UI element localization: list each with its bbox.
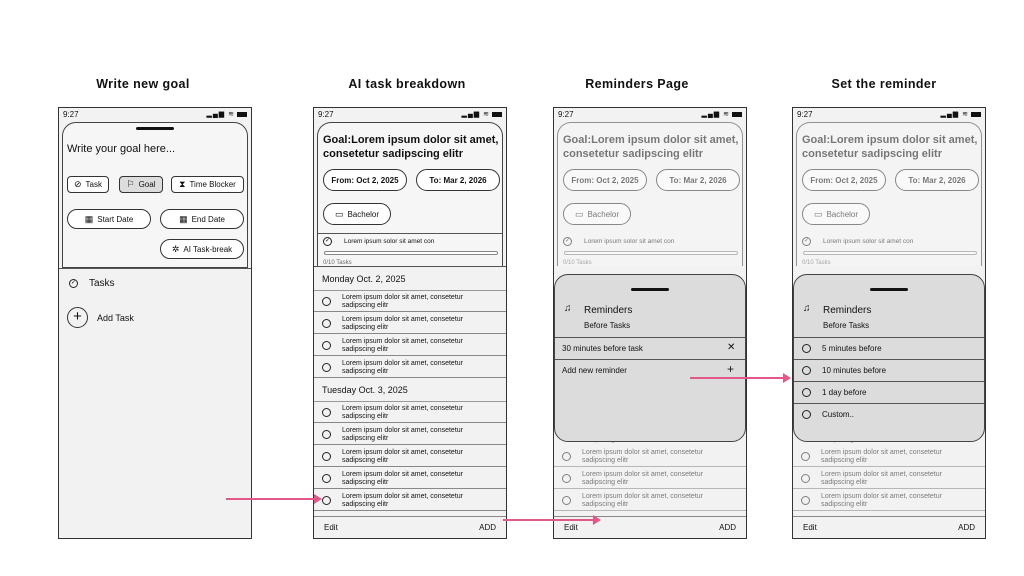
reminder-option-label: Custom.. — [822, 410, 855, 419]
goal-title: Goal:Lorem ipsum dolor sit amet, consetetur sadipscing elitr — [563, 134, 739, 160]
goal-sheet — [62, 122, 248, 268]
goal-sheet — [557, 122, 743, 266]
task-row[interactable] — [314, 468, 506, 489]
to-date-pill[interactable] — [656, 169, 740, 191]
from-date-label: From: Oct 2, 2025 — [571, 175, 639, 185]
from-date-label: From: Oct 2, 2025 — [810, 175, 878, 185]
from-date-pill[interactable] — [563, 169, 647, 191]
tag-label: Bachelor — [587, 209, 620, 219]
radio-icon[interactable] — [322, 319, 331, 328]
task-row[interactable] — [314, 335, 506, 356]
check-circle-icon: ✓ — [803, 238, 810, 244]
battery-icon — [971, 112, 981, 117]
status-icons: ▂▄▆ ≋ — [701, 110, 742, 118]
goal-input[interactable]: Write your goal here... — [67, 143, 176, 155]
modal-handle[interactable] — [631, 288, 669, 291]
reminder-option-label: 10 minutes before — [822, 366, 887, 375]
reminder-option[interactable] — [794, 381, 984, 403]
flow-arrow-icon — [226, 498, 316, 500]
task-row[interactable] — [793, 468, 985, 489]
to-date-label: To: Mar 2, 2026 — [669, 175, 727, 185]
to-date-pill[interactable] — [416, 169, 500, 191]
status-icons: ▂▄▆ ≋ — [461, 110, 502, 118]
reminders-heading: Reminders — [584, 305, 633, 316]
task-text: Lorem ipsum dolor sit amet, consetetur sadipscing elitr — [582, 449, 703, 464]
to-date-label: To: Mar 2, 2026 — [429, 175, 487, 185]
laptop-icon: ▭ — [334, 208, 344, 219]
radio-icon[interactable] — [802, 388, 811, 397]
radio-icon[interactable] — [322, 430, 331, 439]
task-text: Lorem ipsum dolor sit amet, consetetur sadipscing elitr — [342, 294, 463, 309]
radio-icon[interactable] — [801, 496, 810, 505]
task-text: Lorem ipsum dolor sit amet, consetetur sadipscing elitr — [582, 471, 703, 486]
check-circle-icon: ✓ — [324, 238, 331, 244]
modal-handle[interactable] — [870, 288, 908, 291]
start-date-label: Start Date — [97, 214, 134, 224]
radio-icon[interactable] — [562, 474, 571, 483]
progress-label: 0/10 Tasks — [802, 260, 831, 266]
ai-task-break-button[interactable] — [160, 239, 244, 259]
plus-icon[interactable]: + — [727, 362, 735, 376]
reminder-option[interactable] — [794, 359, 984, 381]
tag-label: Bachelor — [826, 209, 859, 219]
existing-reminder-row[interactable] — [555, 337, 745, 359]
chip-goal[interactable] — [119, 176, 163, 193]
task-row[interactable] — [314, 357, 506, 378]
task-text: Lorem ipsum dolor sit amet, consetetur sadipscing elitr — [342, 493, 463, 508]
tag-bachelor[interactable] — [323, 203, 391, 225]
goal-sheet — [796, 122, 982, 266]
chip-time-blocker-label: Time Blocker — [189, 180, 236, 189]
task-text: Lorem ipsum dolor sit amet, consetetur sadipscing elitr — [821, 471, 942, 486]
divider — [59, 268, 251, 269]
goal-sheet — [317, 122, 503, 266]
radio-icon[interactable] — [802, 410, 811, 419]
status-bar — [314, 108, 506, 120]
task-text: Lorem ipsum dolor sit amet, consetetur sadipscing elitr — [342, 471, 463, 486]
edit-button[interactable]: Edit — [803, 523, 817, 532]
tasks-heading: Tasks — [89, 278, 115, 289]
status-icons: ▂▄▆ ≋ — [940, 110, 981, 118]
screen-write-goal — [58, 107, 252, 539]
day-label: Monday Oct. 2, 2025 — [322, 274, 406, 284]
status-time: 9:27 — [318, 109, 334, 119]
reminder-options-modal — [793, 274, 985, 442]
status-icons: ▂▄▆ ≋ — [206, 110, 247, 118]
status-bar — [793, 108, 985, 120]
add-task-label[interactable]: Add Task — [97, 313, 134, 323]
plus-icon: + — [73, 308, 82, 325]
radio-icon[interactable] — [322, 408, 331, 417]
radio-icon[interactable] — [322, 496, 331, 505]
close-icon[interactable]: ✕ — [727, 342, 736, 353]
check-circle-icon: ⊘ — [74, 179, 82, 189]
add-button[interactable]: ADD — [958, 523, 975, 532]
progress-bar — [564, 251, 738, 255]
calendar-icon: ▦ — [84, 213, 94, 224]
existing-reminder-label: 30 minutes before task — [562, 344, 643, 353]
progress-bar — [803, 251, 977, 255]
status-bar — [59, 108, 251, 120]
ai-task-break-label: AI Task-break — [183, 244, 233, 254]
done-task-text: Lorem ipsum solor sit amet con — [823, 238, 914, 245]
divider — [314, 266, 506, 267]
title-write-goal: Write new goal — [96, 77, 190, 91]
to-date-pill[interactable] — [895, 169, 979, 191]
task-row[interactable] — [314, 402, 506, 423]
task-text: Lorem ipsum dolor sit amet, consetetur sadipscing elitr — [582, 493, 703, 508]
chip-time-blocker[interactable] — [171, 176, 244, 193]
from-date-pill[interactable] — [323, 169, 407, 191]
task-row[interactable] — [554, 446, 746, 467]
progress-label: 0/10 Tasks — [323, 260, 352, 266]
radio-icon[interactable] — [802, 344, 811, 353]
done-task-text: Lorem ipsum solor sit amet con — [584, 238, 675, 245]
calendar-icon: ▦ — [179, 213, 188, 224]
task-row[interactable] — [314, 490, 506, 511]
flag-icon: ⚐ — [126, 179, 135, 189]
task-row[interactable] — [554, 490, 746, 511]
screen-reminders — [553, 107, 747, 539]
end-date-button[interactable] — [160, 209, 244, 229]
reminder-option-label: 1 day before — [822, 388, 867, 397]
task-row[interactable] — [314, 424, 506, 445]
battery-icon — [237, 112, 247, 117]
reminders-subheading: Before Tasks — [823, 321, 870, 330]
add-reminder-label: Add new reminder — [562, 366, 627, 375]
status-time: 9:27 — [558, 109, 574, 119]
chip-task[interactable] — [67, 176, 109, 193]
task-text: Lorem ipsum dolor sit amet, consetetur sadipscing elitr — [342, 338, 463, 353]
status-bar — [554, 108, 746, 120]
to-date-label: To: Mar 2, 2026 — [908, 175, 966, 185]
end-date-label: End Date — [191, 214, 225, 224]
task-row[interactable] — [314, 446, 506, 467]
task-text: Lorem ipsum dolor sit amet, consetetur sadipscing elitr — [342, 427, 463, 442]
laptop-icon: ▭ — [813, 208, 823, 219]
radio-icon[interactable] — [322, 474, 331, 483]
check-circle-icon: ✓ — [70, 280, 77, 286]
screen-ai-breakdown — [313, 107, 507, 539]
task-row[interactable] — [314, 291, 506, 312]
task-text: Lorem ipsum dolor sit amet, consetetur sadipscing elitr — [342, 405, 463, 420]
radio-icon[interactable] — [801, 474, 810, 483]
radio-icon[interactable] — [322, 341, 331, 350]
chip-task-label: Task — [85, 180, 102, 189]
reminder-option-label: 5 minutes before — [822, 344, 882, 353]
title-reminders-page: Reminders Page — [585, 77, 689, 91]
chip-goal-label: Goal — [138, 180, 156, 189]
sheet-handle[interactable] — [136, 127, 174, 130]
radio-icon[interactable] — [802, 366, 811, 375]
task-text: Lorem ipsum dolor sit amet, consetetur sadipscing elitr — [342, 316, 463, 331]
hourglass-icon: ⧗ — [179, 179, 186, 189]
tag-bachelor[interactable] — [802, 203, 870, 225]
task-row[interactable] — [793, 446, 985, 467]
sparkle-icon: ✲ — [171, 243, 180, 254]
screen-set-reminder — [792, 107, 986, 539]
reminders-heading: Reminders — [823, 305, 872, 316]
title-set-reminder: Set the reminder — [831, 77, 937, 91]
bell-icon: ♫ — [564, 303, 572, 314]
task-text: Lorem ipsum dolor sit amet, consetetur sadipscing elitr — [342, 449, 463, 464]
status-time: 9:27 — [63, 109, 79, 119]
flow-arrow-icon — [690, 377, 785, 379]
battery-icon — [492, 112, 502, 117]
reminders-subheading: Before Tasks — [584, 321, 631, 330]
add-button[interactable]: ADD — [479, 523, 496, 532]
radio-icon[interactable] — [322, 297, 331, 306]
status-time: 9:27 — [797, 109, 813, 119]
task-row[interactable] — [793, 490, 985, 511]
reminders-modal — [554, 274, 746, 442]
radio-icon[interactable] — [322, 363, 331, 372]
bottom-bar — [314, 516, 506, 538]
edit-button[interactable]: Edit — [324, 523, 338, 532]
task-text: Lorem ipsum dolor sit amet, consetetur sadipscing elitr — [342, 360, 463, 375]
radio-icon[interactable] — [562, 496, 571, 505]
edit-button[interactable]: Edit — [564, 523, 578, 532]
task-text: Lorem ipsum dolor sit amet, consetetur sadipscing elitr — [821, 449, 942, 464]
tag-label: Bachelor — [347, 209, 380, 219]
tag-bachelor[interactable] — [563, 203, 631, 225]
divider — [318, 233, 502, 234]
from-date-pill[interactable] — [802, 169, 886, 191]
title-ai-breakdown: AI task breakdown — [348, 77, 466, 91]
battery-icon — [732, 112, 742, 117]
check-circle-icon: ✓ — [564, 238, 571, 244]
from-date-label: From: Oct 2, 2025 — [331, 175, 399, 185]
add-button[interactable]: ADD — [719, 523, 736, 532]
goal-title: Goal:Lorem ipsum dolor sit amet, consetetur sadipscing elitr — [802, 134, 978, 160]
reminder-option[interactable] — [794, 403, 984, 425]
bell-icon: ♫ — [803, 303, 811, 314]
task-row[interactable] — [314, 313, 506, 334]
task-text: Lorem ipsum dolor sit amet, consetetur sadipscing elitr — [821, 493, 942, 508]
progress-label: 0/10 Tasks — [563, 260, 592, 266]
goal-title: Goal:Lorem ipsum dolor sit amet, consetetur sadipscing elitr — [323, 134, 499, 160]
day-label: Tuesday Oct. 3, 2025 — [322, 385, 408, 395]
reminder-option[interactable] — [794, 337, 984, 359]
add-task-button[interactable] — [67, 307, 88, 328]
bottom-bar — [793, 516, 985, 538]
progress-bar — [324, 251, 498, 255]
laptop-icon: ▭ — [574, 208, 584, 219]
radio-icon[interactable] — [801, 452, 810, 461]
flow-arrow-icon — [503, 519, 595, 521]
radio-icon[interactable] — [562, 452, 571, 461]
start-date-button[interactable] — [67, 209, 151, 229]
radio-icon[interactable] — [322, 452, 331, 461]
task-row[interactable] — [554, 468, 746, 489]
done-task-text: Lorem ipsum solor sit amet con — [344, 238, 435, 245]
